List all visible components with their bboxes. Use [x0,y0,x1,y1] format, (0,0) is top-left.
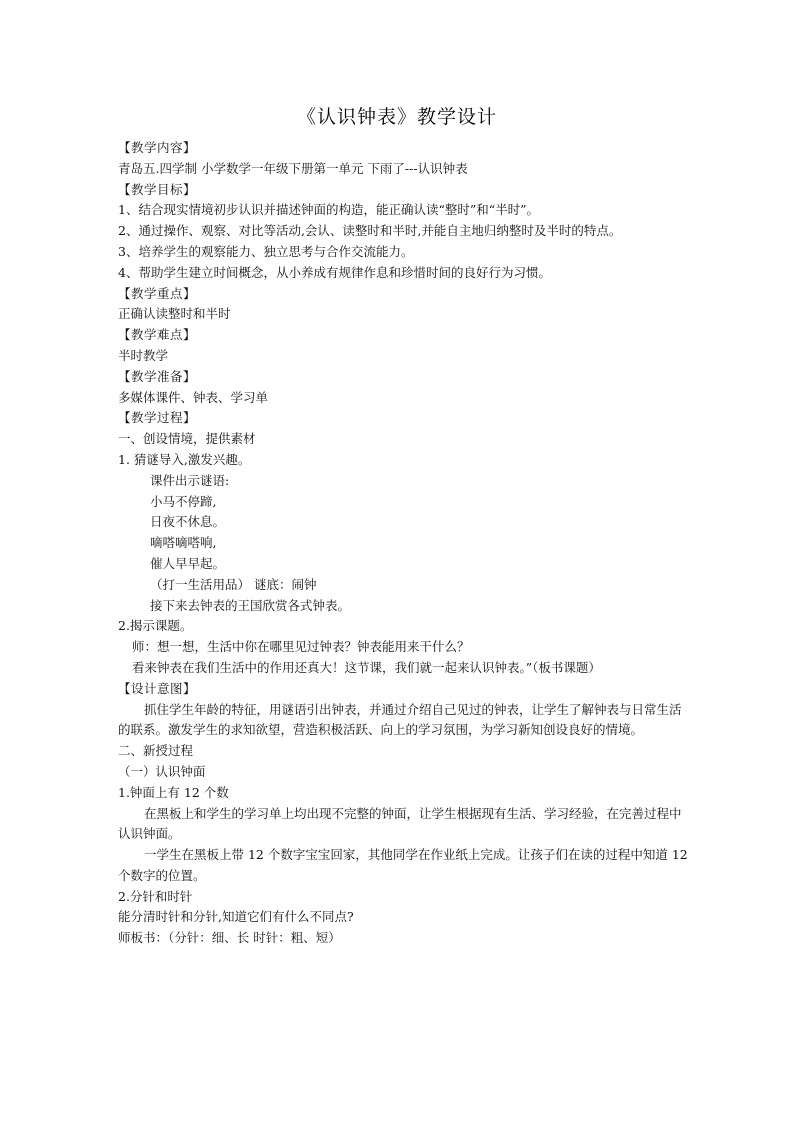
hands-board-note: 师板书：（分针：细、长 时针：粗、短） [118,930,341,946]
section-heading-design-intent: 【设计意图】 [118,680,197,696]
riddle-line-2: 日夜不休息。 [150,514,226,530]
riddle-intro-heading: 1. 猜谜导入,激发兴趣。 [118,451,251,467]
document-title: 《认识钟表》教学设计 [296,106,497,128]
section-heading-content: 【教学内容】 [118,140,197,155]
process-step-1-heading: 一、创设情境，提供素材 [118,431,256,447]
hands-heading: 2.分针和时针 [118,888,193,904]
section-heading-key-points: 【教学重点】 [118,285,197,301]
objective-1: 1、结合现实情境初步认识并描述钟面的构造，能正确认读“整时”和“半时”。 [118,202,540,218]
riddle-display-note: 课件出示谜语: [150,472,230,488]
preparation-text: 多媒体课件、钟表、学习单 [118,389,269,405]
clock-face-heading: （一）认识钟面 [118,763,206,779]
objective-4: 4、帮助学生建立时间概念，从小养成有规律作息和珍惜时间的良好行为习惯。 [118,264,551,280]
document-body [118,138,688,949]
topic-reveal-heading: 2.揭示课题。 [118,618,193,634]
clock-number-heading: 1.钟面上有 12 个数 [118,784,229,800]
key-point-text: 正确认读整时和半时 [118,306,231,322]
content-text: 青岛五.四学制 小学数学一年级下册第一单元 下雨了---认识钟表 [118,160,468,176]
section-heading-difficulties: 【教学难点】 [118,327,197,343]
section-heading-preparation: 【教学准备】 [118,368,197,384]
clock-number-paragraph-1: 在黑板上和学生的学习单上均出现不完整的钟面，让学生根据现有生活、学习经验，在完善过程中认识钟面。 [118,805,682,842]
riddle-line-3: 嘀嗒嘀嗒响, [150,535,217,551]
section-heading-objectives: 【教学目标】 [118,181,197,197]
objective-2: 2、通过操作、观察、对比等活动,会认、读整时和半时,并能自主地归纳整时及半时的特点。 [118,223,622,239]
riddle-line-4: 催人早早起。 [150,555,226,571]
clock-number-paragraph-2: 一学生在黑板上带 12 个数字宝宝回家，其他同学在作业纸上完成。让孩子们在读的过程中知道 12 个数字的位置。 [118,847,688,883]
riddle-answer: （打一生活用品） 谜底：闹钟 [150,576,317,592]
difficulty-text: 半时教学 [118,347,169,363]
process-step-2-heading: 二、新授过程 [118,743,194,759]
objective-3: 3、培养学生的观察能力、独立思考与合作交流能力。 [118,243,414,259]
section-heading-process: 【教学过程】 [118,410,197,426]
riddle-followup: 接下来去钟表的王国欣赏各式钟表。 [150,597,351,613]
hands-question: 能分清时针和分针,知道它们有什么不同点? [118,909,354,925]
teacher-board-note: 看来钟表在我们生活中的作用还真大！这节课，我们就一起来认识钟表。”（板书课题） [132,659,601,675]
design-intent-paragraph: 抓住学生年龄的特征，用谜语引出钟表，并通过介绍自己见过的钟表，让学生了解钟表与日常生活的联系。激发学生的求知欲望，营造积极活跃、向上的学习氛围，为学习新知创设良好的情境。 [118,701,682,738]
teacher-question: 师：想一想，生活中你在哪里见过钟表？钟表能用来干什么？ [132,639,470,655]
riddle-line-1: 小马不停蹄, [150,493,217,509]
